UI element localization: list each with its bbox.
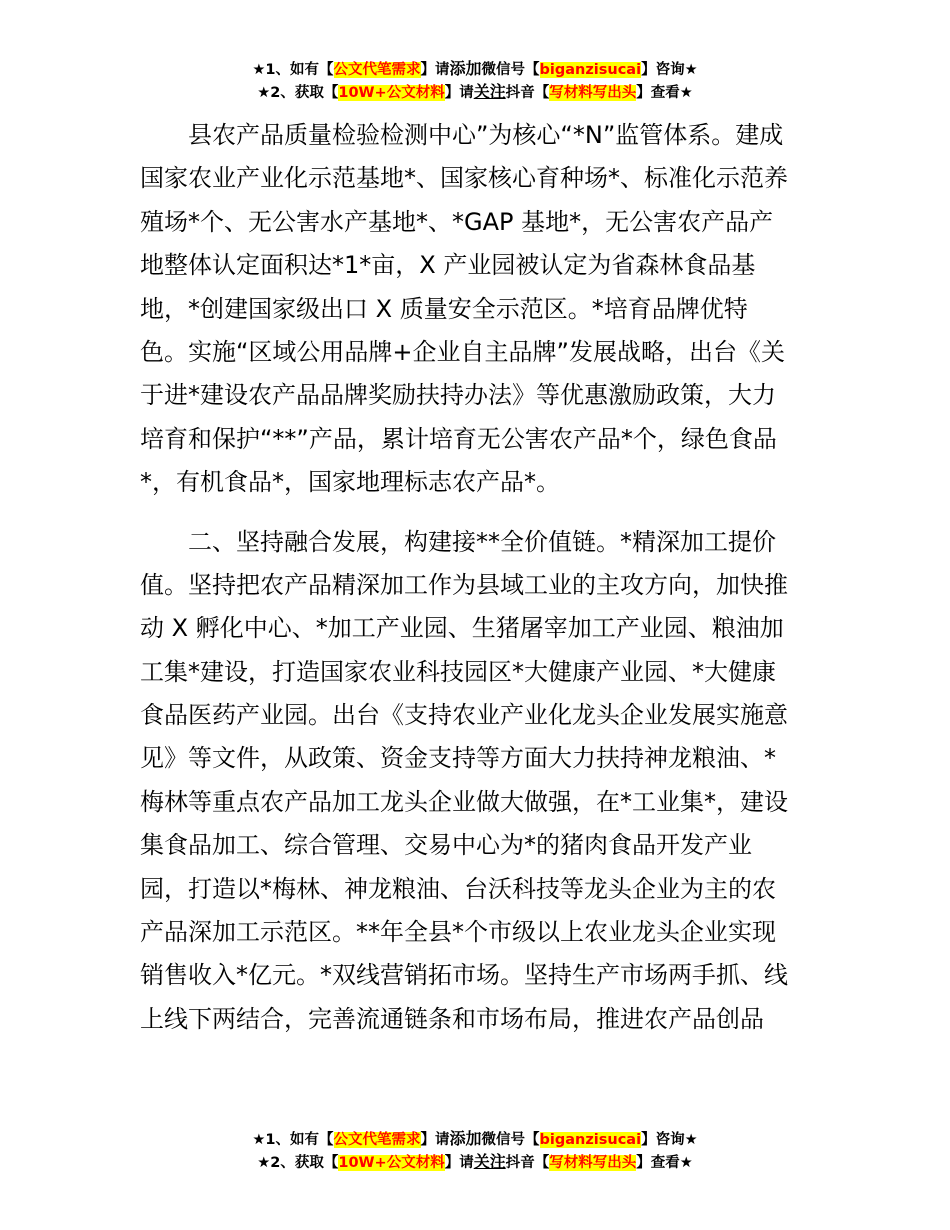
footer-text: ★1、如有【 bbox=[252, 1132, 334, 1148]
paragraph-gap bbox=[140, 505, 812, 521]
footer-text: 】查看★ bbox=[636, 1155, 693, 1171]
douyin-id: 写材料写出头 bbox=[549, 85, 637, 101]
text-line: 园，打造以*梅林、神龙粮油、台沃科技等龙头企业为主的农 bbox=[140, 874, 776, 903]
footer-line-2 bbox=[0, 1151, 950, 1174]
footer-text: 添加 bbox=[449, 1129, 482, 1148]
text-line: 县农产品质量检验检测中心”为核心“*N”监管体系。建成 bbox=[140, 121, 784, 149]
text-line: 见》等文件，从政策、资金支持等方面大力扶持神龙粮油、* bbox=[140, 744, 776, 773]
highlight-text: 10W+公文材料 bbox=[338, 85, 445, 101]
footer-text: 】请 bbox=[420, 1132, 450, 1148]
header-text: ★1、如有【 bbox=[252, 62, 334, 78]
text-line: 色。实施“区域公用品牌+企业自主品牌”发展战略，出台《关 bbox=[140, 337, 785, 366]
text-line: 食品医药产业园。出台《支持农业产业化龙头企业发展实施意 bbox=[140, 701, 788, 730]
text-line: 动 X 孵化中心、*加工产业园、生猪屠宰加工产业园、粮油加 bbox=[140, 614, 784, 643]
header-text: 】咨询★ bbox=[641, 62, 698, 78]
paragraph-1 bbox=[140, 114, 812, 505]
text-line: 销售收入*亿元。*双线营销拓市场。坚持生产市场两手抓、线 bbox=[140, 961, 788, 990]
footer-text: 抖音【 bbox=[505, 1155, 550, 1171]
text-line: 国家农业产业化示范基地*、国家核心育种场*、标准化示范养 bbox=[140, 164, 788, 193]
header-text: 微信号【 bbox=[481, 62, 540, 78]
header-text: ★2、获取【 bbox=[257, 85, 339, 101]
footer-banner bbox=[0, 1128, 950, 1174]
header-text: 关注 bbox=[473, 82, 506, 101]
paragraph-2 bbox=[140, 521, 812, 1042]
text-line: 工集*建设，打造国家农业科技园区*大健康产业园、*大健康 bbox=[140, 657, 776, 686]
text-line: 产品深加工示范区。**年全县*个市级以上农业龙头企业实现 bbox=[140, 918, 776, 947]
text-line: 培育和保护“**”产品，累计培育无公害农产品*个，绿色食品 bbox=[140, 424, 777, 453]
highlight-text: 公文代笔需求 bbox=[333, 1132, 421, 1148]
document-body bbox=[140, 114, 812, 1041]
header-text: 】请 bbox=[420, 62, 450, 78]
highlight-text: 公文代笔需求 bbox=[333, 62, 421, 78]
text-line: 二、坚持融合发展，构建接**全价值链。*精深加工提价 bbox=[140, 527, 776, 556]
wechat-id: biganzisucai bbox=[539, 1132, 642, 1148]
header-line-1 bbox=[0, 58, 950, 81]
footer-text: 】请 bbox=[444, 1155, 474, 1171]
text-line: 殖场*个、无公害水产基地*、*GAP 基地*，无公害农产品产 bbox=[140, 207, 774, 236]
header-text: 】查看★ bbox=[636, 85, 693, 101]
footer-text: 关注 bbox=[473, 1152, 506, 1171]
header-text: 抖音【 bbox=[505, 85, 550, 101]
header-text: 添加 bbox=[449, 59, 482, 78]
wechat-id: biganzisucai bbox=[539, 62, 642, 78]
header-line-2 bbox=[0, 81, 950, 104]
footer-line-1 bbox=[0, 1128, 950, 1151]
text-line: 于进*建设农产品品牌奖励扶持办法》等优惠激励政策，大力 bbox=[140, 381, 776, 410]
footer-text: ★2、获取【 bbox=[257, 1155, 339, 1171]
highlight-text: 10W+公文材料 bbox=[338, 1155, 445, 1171]
text-line: 地，*创建国家级出口 X 质量安全示范区。*培育品牌优特 bbox=[140, 294, 748, 323]
text-line: 值。坚持把农产品精深加工作为县域工业的主攻方向，加快推 bbox=[140, 570, 788, 599]
footer-text: 】咨询★ bbox=[641, 1132, 698, 1148]
header-text: 】请 bbox=[444, 85, 474, 101]
text-line: 上线下两结合，完善流通链条和市场布局，推进农产品创品 bbox=[140, 1004, 764, 1033]
text-line: 地整体认定面积达*1*亩，X 产业园被认定为省森林食品基 bbox=[140, 251, 756, 280]
text-line: 集食品加工、综合管理、交易中心为*的猪肉食品开发产业 bbox=[140, 831, 752, 860]
text-line: 梅林等重点农产品加工龙头企业做大做强，在*工业集*，建设 bbox=[140, 787, 788, 816]
header-banner bbox=[0, 58, 950, 104]
footer-text: 微信号【 bbox=[481, 1132, 540, 1148]
douyin-id: 写材料写出头 bbox=[549, 1155, 637, 1171]
text-line: *，有机食品*，国家地理标志农产品*。 bbox=[140, 468, 560, 497]
